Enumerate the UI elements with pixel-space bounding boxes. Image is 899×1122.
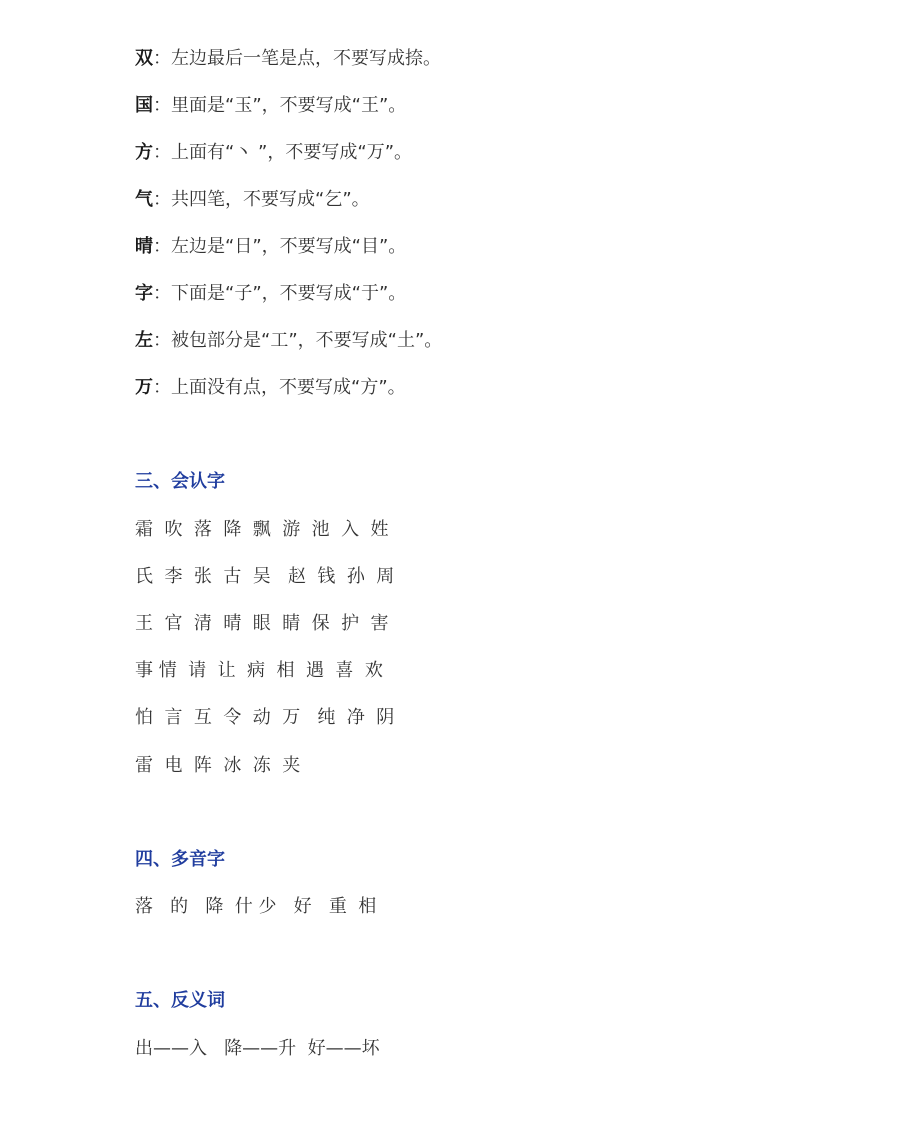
rule-item <box>135 234 406 260</box>
rule-char: 左 <box>135 330 153 351</box>
rule-text: ：共四笔，不要写成“乞”。 <box>153 189 370 210</box>
rule-item <box>135 46 441 72</box>
rule-char: 国 <box>135 95 153 116</box>
char-row: 雷 电 阵 冰 冻 夹 <box>135 755 301 776</box>
rule-char: 字 <box>135 283 153 304</box>
rule-char: 气 <box>135 189 153 210</box>
section-heading-recognize: 三、会认字 <box>135 471 225 492</box>
rule-item <box>135 281 406 307</box>
char-row: 事 情 请 让 病 相 遇 喜 欢 <box>135 660 383 681</box>
rule-item <box>135 328 442 354</box>
char-row: 霜 吹 落 降 飘 游 池 入 姓 <box>135 519 389 540</box>
char-row: 王 官 清 晴 眼 睛 保 护 害 <box>135 613 389 634</box>
char-row: 落 的 降 什 少 好 重 相 <box>135 896 377 917</box>
rule-char: 方 <box>135 142 153 163</box>
rule-text: ：里面是“玉”，不要写成“王”。 <box>153 95 407 116</box>
rule-text: ：上面有“丶 ”，不要写成“万”。 <box>153 142 413 163</box>
rule-text: ：左边最后一笔是点，不要写成捺。 <box>153 48 441 69</box>
rule-char: 万 <box>135 377 153 398</box>
rule-item <box>135 93 406 119</box>
char-row: 出——入 降——升 好——坏 <box>135 1038 380 1059</box>
rule-text: ：左边是“日”，不要写成“目”。 <box>153 236 407 257</box>
section-heading-polyphones: 四、多音字 <box>135 849 225 870</box>
rule-item <box>135 187 370 213</box>
rule-char: 双 <box>135 48 153 69</box>
rule-text: ：下面是“子”，不要写成“于”。 <box>153 283 407 304</box>
rule-char: 晴 <box>135 236 153 257</box>
char-row: 氏 李 张 古 吴 赵 钱 孙 周 <box>135 566 395 587</box>
rule-text: ：被包部分是“工”，不要写成“土”。 <box>153 330 443 351</box>
rule-item <box>135 375 406 401</box>
char-row: 怕 言 互 令 动 万 纯 净 阴 <box>135 707 395 728</box>
section-heading-antonyms: 五、反义词 <box>135 990 225 1011</box>
rule-text: ：上面没有点，不要写成“方”。 <box>153 377 406 398</box>
rule-item <box>135 140 412 166</box>
